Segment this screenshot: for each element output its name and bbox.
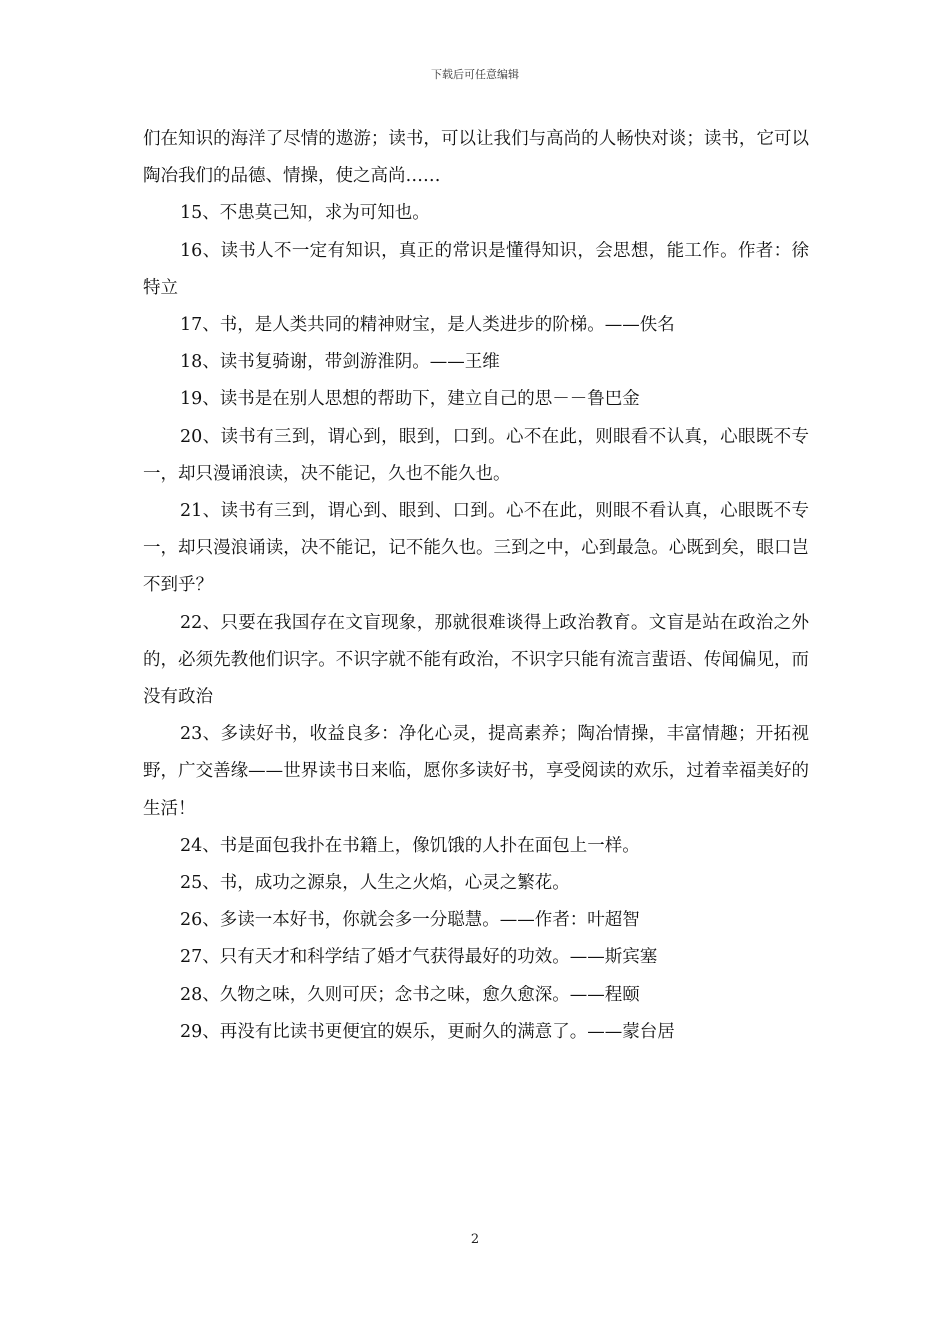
quote-item-18: 18、读书复骑谢，带剑游淮阴。——王维 [180,352,500,373]
quote-item-28: 28、久物之味，久则可厌；念书之味，愈久愈深。——程颐 [180,984,640,1005]
quote-item-17: 17、书，是人类共同的精神财宝，是人类进步的阶梯。——佚名 [180,315,675,336]
quote-item-16: 16、读书人不一定有知识，真正的常识是懂得知识，会思想，能工作。作者：徐特立 [143,240,809,298]
quote-item-27: 27、只有天才和科学结了婚才气获得最好的功效。——斯宾塞 [180,947,658,968]
quote-item-24: 24、书是面包我扑在书籍上，像饥饿的人扑在面包上一样。 [180,835,640,856]
page-number: 2 [470,1232,480,1247]
quote-item-23: 23、多读好书，收益良多：净化心灵，提高素养；陶冶情操，丰富情趣；开拓视野，广交善缘——世界读书日来临，愿你多读好书，享受阅读的欢乐，过着幸福美好的生活！ [143,724,809,819]
quote-item-26: 26、多读一本好书，你就会多一分聪慧。——作者：叶超智 [180,910,640,931]
page-header: 下载后可任意编辑 [431,68,519,81]
quote-item-29: 29、再没有比读书更便宜的娱乐，更耐久的满意了。——蒙台居 [180,1021,675,1042]
quote-item-19: 19、读书是在别人思想的帮助下，建立自己的思－－鲁巴金 [180,389,640,410]
quote-item-21: 21、读书有三到，谓心到、眼到、口到。心不在此，则眼不看认真，心眼既不专一，却只漫浪诵读，决不能记，记不能久也。三到之中，心到最急。心既到矣，眼口岂不到乎？ [143,501,809,596]
quote-item-20: 20、读书有三到，谓心到，眼到，口到。心不在此，则眼看不认真，心眼既不专一，却只漫诵浪读，决不能记，久也不能久也。 [143,426,809,484]
quote-item-15: 15、不患莫己知，求为可知也。 [180,203,430,224]
quote-item-22: 22、只要在我国存在文盲现象，那就很难谈得上政治教育。文盲是站在政治之外的，必须先教他们识字。不识字就不能有政治，不识字只能有流言蜚语、传闻偏见，而没有政治 [143,612,809,708]
paragraph-continuation: 们在知识的海洋了尽情的遨游；读书，可以让我们与高尚的人畅快对谈；读书，它可以陶冶我们的品德、情操，使之高尚…… [143,129,809,187]
quote-item-25: 25、书，成功之源泉，人生之火焰，心灵之繁花。 [180,873,570,894]
document-body [143,121,809,1051]
